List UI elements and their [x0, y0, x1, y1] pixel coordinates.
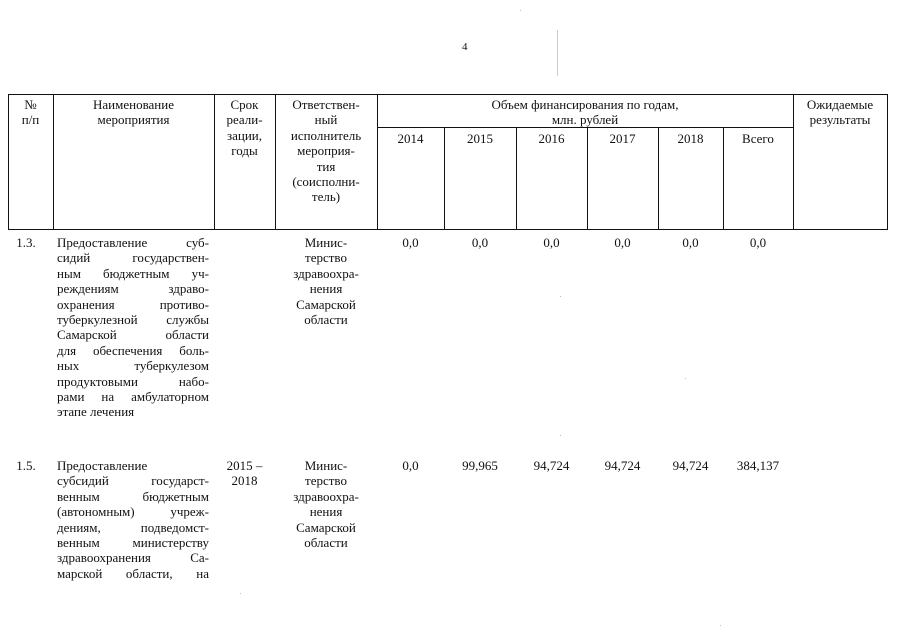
header-year-2015: 2015: [467, 131, 493, 146]
row-value-total: 384,137: [736, 458, 780, 473]
row-value-2015: 0,0: [471, 235, 489, 250]
header-num: № п/п: [21, 97, 40, 128]
row-num: 1.3.: [16, 235, 36, 250]
row-value-2014: 0,0: [402, 235, 419, 250]
row-value-2016: 94,724: [533, 458, 570, 473]
row-term: 2015 – 2018: [226, 458, 263, 489]
row-value-2017: 0,0: [614, 235, 631, 250]
row-value-2017: 94,724: [604, 458, 641, 473]
row-value-2018: 0,0: [682, 235, 699, 250]
header-total: Всего: [742, 131, 774, 146]
row-value-total: 0,0: [749, 235, 767, 250]
header-responsible: Ответствен- ный исполнитель мероприя- тия (соисполни- тель): [290, 97, 362, 205]
header-results: Ожидаемые результаты: [806, 97, 874, 128]
row-num: 1.5.: [16, 458, 36, 473]
row-responsible: Минис- терство здравоохра- нения Самарской области: [293, 458, 359, 551]
row-name: Предоставление суб- сидий государствен- ным бюджетным уч- реждениям здраво- охранения противо- туберкулезной службы Самарской области для обеспечения боль- ных туберкулезом продуктовыми набо- рами на амбулаторном этапе лечения: [57, 235, 209, 420]
header-year-2016: 2016: [538, 131, 565, 146]
header-name: Наименование мероприятия: [93, 97, 174, 128]
table-top-border: [8, 94, 888, 95]
row-value-2014: 0,0: [402, 458, 419, 473]
header-term: Срок реали- зации, годы: [226, 97, 263, 159]
row-value-2018: 94,724: [672, 458, 709, 473]
header-funding-title: Объем финансирования по годам, млн. рублей: [491, 97, 679, 128]
row-name: Предоставление субсидий государст- венным бюджетным (автономным) учреж- дениям, подведомст- венным министерству здравоохранения Са- марской области, на: [57, 458, 209, 581]
row-value-2015: 99,965: [462, 458, 498, 473]
page-number: 4: [462, 41, 468, 53]
header-year-2018: 2018: [677, 131, 704, 146]
row-value-2016: 0,0: [543, 235, 560, 250]
header-bottom-border: [8, 229, 888, 230]
row-responsible: Минис- терство здравоохра- нения Самарской области: [293, 235, 359, 328]
header-year-2014: 2014: [397, 131, 424, 146]
header-year-2017: 2017: [609, 131, 636, 146]
